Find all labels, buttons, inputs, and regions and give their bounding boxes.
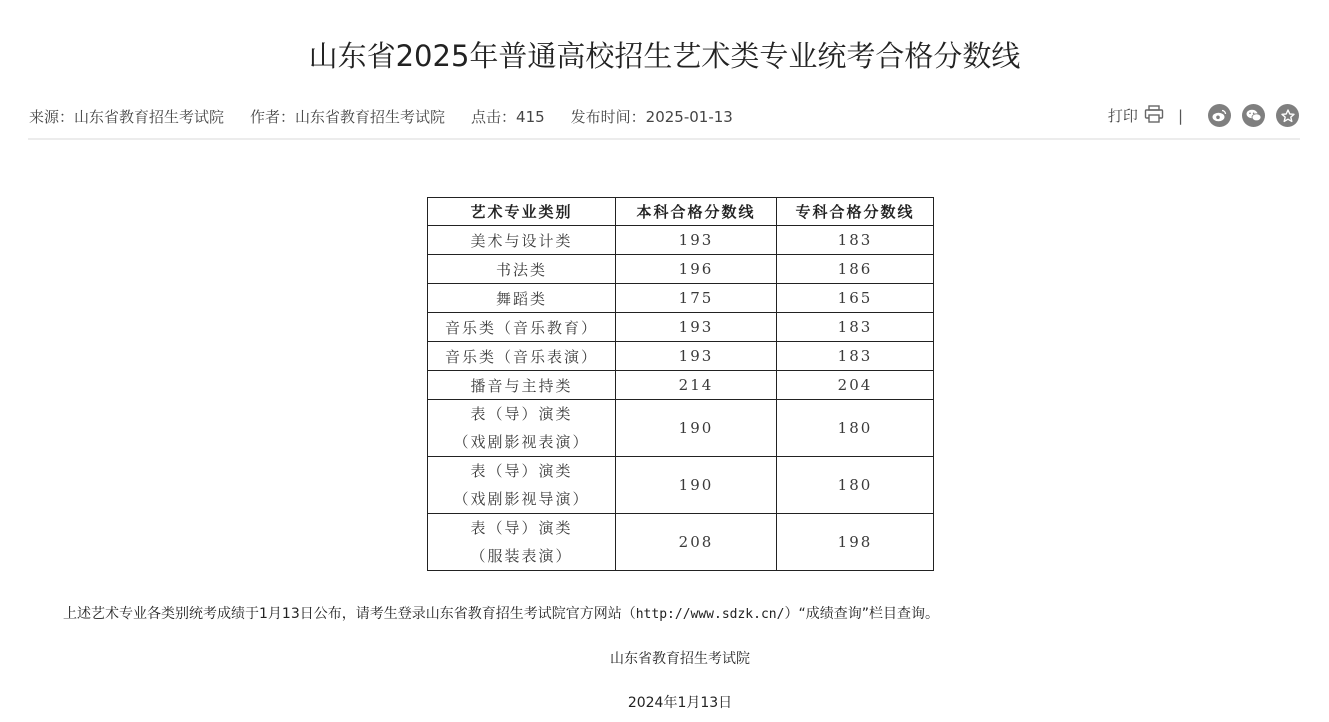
row-category-line2: （服装表演） [470, 547, 573, 565]
table-row [428, 226, 934, 255]
meta-clicks: 点击：415 [471, 108, 545, 126]
results-note [63, 603, 939, 623]
signature-date: 2024年1月13日 [627, 695, 733, 711]
row-category-line2: （戏剧影视导演） [453, 490, 590, 508]
row-undergrad: 193 [616, 226, 777, 255]
signature: 山东省教育招生考试院 [610, 651, 750, 667]
row-undergrad: 175 [616, 284, 777, 313]
scores-table [427, 197, 934, 571]
favorite-star-icon[interactable] [1276, 104, 1299, 127]
row-undergrad: 208 [616, 514, 777, 571]
row-undergrad: 196 [616, 255, 777, 284]
table-row [428, 313, 934, 342]
row-junior: 183 [777, 342, 934, 371]
note-url-link[interactable]: http://www.sdzk.cn/ [635, 607, 785, 622]
row-category [428, 457, 616, 514]
row-category: 播音与主持类 [428, 371, 616, 400]
header-divider [28, 138, 1300, 140]
row-category: 音乐类（音乐教育） [428, 313, 616, 342]
row-category [428, 400, 616, 457]
table-row [428, 342, 934, 371]
meta-author: 作者：山东省教育招生考试院 [250, 108, 446, 126]
meta-published: 发布时间：2025-01-13 [570, 108, 733, 126]
print-label: 打印 [1107, 107, 1138, 125]
note-text-after: ）“成绩查询”栏目查询。 [784, 606, 939, 622]
header-undergrad: 本科合格分数线 [616, 198, 777, 226]
header-category: 艺术专业类别 [428, 198, 616, 226]
row-undergrad: 190 [616, 400, 777, 457]
printer-icon [1144, 105, 1164, 127]
row-undergrad: 190 [616, 457, 777, 514]
row-junior: 186 [777, 255, 934, 284]
row-undergrad: 193 [616, 342, 777, 371]
article-tools [1108, 104, 1299, 127]
table-header-row [428, 198, 934, 226]
table-row [428, 514, 934, 571]
row-category: 音乐类（音乐表演） [428, 342, 616, 371]
row-junior: 180 [777, 400, 934, 457]
row-junior: 183 [777, 313, 934, 342]
row-category: 舞蹈类 [428, 284, 616, 313]
row-undergrad: 193 [616, 313, 777, 342]
row-junior: 204 [777, 371, 934, 400]
page-title: 山东省2025年普通高校招生艺术类专业统考合格分数线 [308, 39, 1021, 73]
table-row [428, 371, 934, 400]
table-row [428, 284, 934, 313]
row-junior: 183 [777, 226, 934, 255]
article-meta [29, 106, 733, 127]
row-category: 书法类 [428, 255, 616, 284]
row-junior: 198 [777, 514, 934, 571]
note-text-before: 上述艺术专业各类别统考成绩于1月13日公布，请考生登录山东省教育招生考试院官方网站（ [63, 606, 636, 622]
table-row [428, 255, 934, 284]
row-category: 美术与设计类 [428, 226, 616, 255]
row-junior: 165 [777, 284, 934, 313]
tools-separator: | [1177, 106, 1183, 125]
table-row [428, 400, 934, 457]
row-category-line1: 表（导）演类 [470, 462, 573, 480]
row-category-line1: 表（导）演类 [470, 405, 573, 423]
meta-source: 来源：山东省教育招生考试院 [29, 108, 225, 126]
weibo-icon[interactable] [1208, 104, 1231, 127]
print-button[interactable] [1108, 105, 1164, 127]
row-junior: 180 [777, 457, 934, 514]
table-row [428, 457, 934, 514]
wechat-icon[interactable] [1242, 104, 1265, 127]
row-category-line1: 表（导）演类 [470, 519, 573, 537]
header-junior: 专科合格分数线 [777, 198, 934, 226]
row-undergrad: 214 [616, 371, 777, 400]
row-category [428, 514, 616, 571]
row-category-line2: （戏剧影视表演） [453, 433, 590, 451]
